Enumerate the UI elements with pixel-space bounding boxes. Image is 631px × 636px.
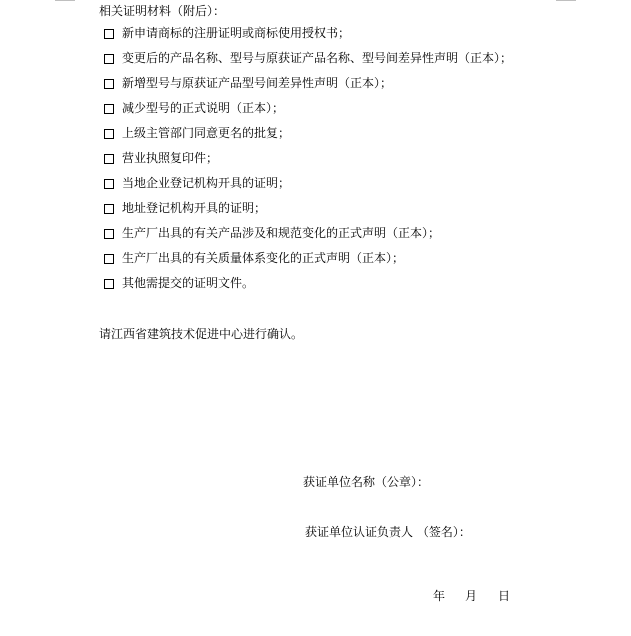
checklist-item-label: 生产厂出具的有关产品涉及和规范变化的正式声明（正本）； [122,226,441,240]
date-day-label: 日 [498,589,511,603]
checklist-item-label: 生产厂出具的有关质量体系变化的正式声明（正本）； [122,251,405,265]
materials-heading: 相关证明材料（附后）： [99,4,226,18]
date-line [433,589,510,603]
checklist-item-address-registration [104,201,512,226]
checklist-item-business-license [104,151,512,176]
checkbox[interactable] [104,179,114,189]
checklist-item-label: 营业执照复印件； [122,151,219,165]
checklist-item-label: 新申请商标的注册证明或商标使用授权书； [122,26,351,40]
checkbox[interactable] [104,229,114,239]
checklist-item-other-documents [104,276,512,301]
confirmation-request: 请江西省建筑技术促进中心进行确认。 [99,327,304,341]
checklist-item-reduce-model [104,101,512,126]
checklist-item-label: 变更后的产品名称、型号与原获证产品名称、型号间差异性声明（正本）； [122,51,513,65]
checkbox[interactable] [104,279,114,289]
date-year-label: 年 [433,589,446,603]
checklist-item-label: 当地企业登记机构开具的证明； [122,176,291,190]
checklist-item-label: 上级主管部门同意更名的批复； [122,126,291,140]
checklist-item-label: 地址登记机构开具的证明； [122,201,267,215]
checkbox[interactable] [104,79,114,89]
checklist-item-local-registration [104,176,512,201]
checklist-item-label: 其他需提交的证明文件。 [122,276,255,290]
certification-officer-signature-label: 获证单位认证负责人 （签名）： [305,525,471,539]
checklist-item-new-model [104,76,512,101]
checklist-item-rename-approval [104,126,512,151]
checklist-item-product-change-declaration [104,226,512,251]
checkbox[interactable] [104,129,114,139]
checkbox[interactable] [104,29,114,39]
checkbox[interactable] [104,104,114,114]
checklist-item-quality-system-declaration [104,251,512,276]
checkbox[interactable] [104,54,114,64]
date-month-label: 月 [465,589,478,603]
checkbox[interactable] [104,204,114,214]
page-corner-mark-left [55,0,75,1]
checklist-item-label: 新增型号与原获证产品型号间差异性声明（正本）； [122,76,393,90]
checklist-item-trademark [104,26,512,51]
page-corner-mark-right [556,0,576,1]
checkbox[interactable] [104,254,114,264]
checklist-item-label: 减少型号的正式说明（正本）； [122,101,285,115]
certified-org-name-label: 获证单位名称（公章）： [303,475,430,489]
checklist-item-name-model-change [104,51,512,76]
materials-checklist [104,26,512,301]
checkbox[interactable] [104,154,114,164]
